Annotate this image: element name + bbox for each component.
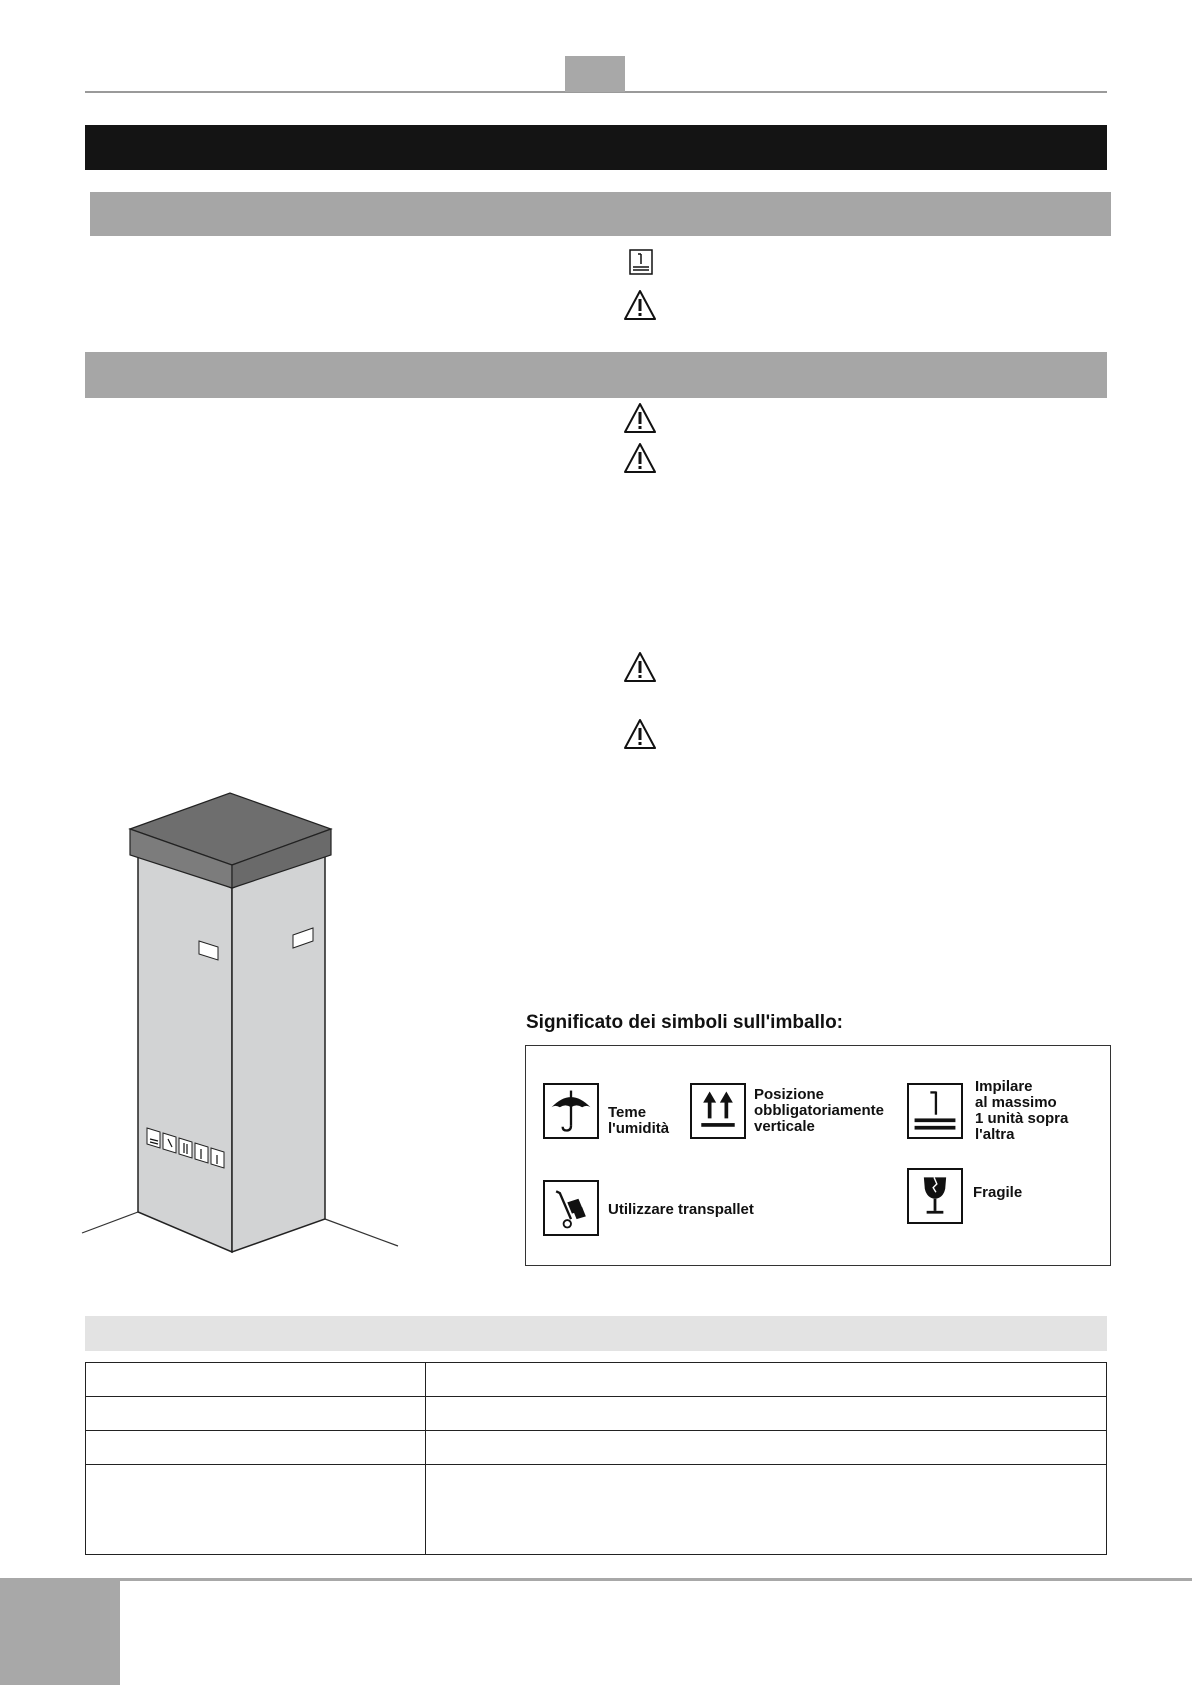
section-bar-1 [90, 192, 1111, 236]
upright-arrows-icon [690, 1083, 746, 1139]
table-cell [86, 1431, 426, 1465]
warning-icon [623, 442, 657, 474]
hand-truck-icon [543, 1180, 599, 1236]
legend-label-fragile: Fragile [973, 1184, 1023, 1201]
legend-label-pallet: Utilizzare transpallet [608, 1201, 754, 1218]
subsection-bar [85, 1316, 1107, 1351]
table-cell [426, 1363, 1107, 1397]
warning-icon [623, 718, 657, 750]
stack-limit-icon [629, 249, 653, 275]
legend-label-moisture: Teme l'umidità [608, 1104, 670, 1137]
section-bar-2 [85, 352, 1107, 398]
umbrella-icon [543, 1083, 599, 1139]
warning-icon [623, 651, 657, 683]
legend-label-stack: Impilare al massimo 1 unità sopra l'altra [975, 1078, 1069, 1143]
stack-limit-icon [907, 1083, 963, 1139]
table-row [86, 1363, 1107, 1397]
table-cell [426, 1397, 1107, 1431]
table-row [86, 1431, 1107, 1465]
warning-icon [623, 402, 657, 434]
legend-title: Significato dei simboli sull'imballo: [526, 1012, 843, 1033]
warning-icon [623, 289, 657, 321]
table-row [86, 1465, 1107, 1555]
page-tab-marker [565, 56, 625, 92]
table-cell [426, 1465, 1107, 1555]
packaged-unit-illustration [80, 785, 410, 1255]
legend-label-upright: Posizione obbligatoriamente verticale [754, 1086, 885, 1135]
table-cell [426, 1431, 1107, 1465]
chapter-title-bar [85, 125, 1107, 170]
table-row [86, 1397, 1107, 1431]
footer-page-block [0, 1578, 120, 1685]
table-cell [86, 1363, 426, 1397]
footer-rule [0, 1578, 1192, 1581]
fragile-glass-icon [907, 1168, 963, 1224]
table-cell [86, 1397, 426, 1431]
table-cell [86, 1465, 426, 1555]
specification-table [85, 1362, 1107, 1555]
